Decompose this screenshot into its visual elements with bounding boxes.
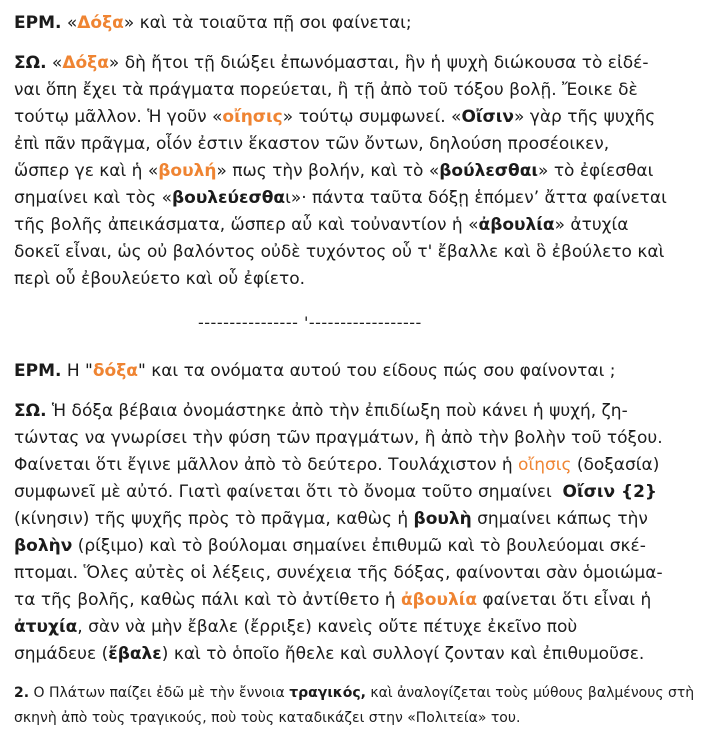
text-segment: ἀβουλία — [478, 215, 555, 235]
text-line — [14, 185, 701, 212]
text-segment: » δὴ ἤτοι τῇ διώξει ἐπωνόμασται, ἣν ἡ ψυχὴ διώκουσα τὸ εἰδέ- — [108, 53, 649, 73]
highlight-term: δόξα — [92, 361, 138, 381]
text-segment: βολὴν — [14, 536, 73, 556]
text-line — [14, 77, 701, 104]
text-segment: Φαίνεται ὅτι ἔγινε μᾶλλον ἀπὸ τὸ δεύτερο. Τουλάχιστον ἡ — [14, 455, 519, 475]
text-segment: Ο Πλάτων παίζει ἐδῶ μὲ τὴν ἔννοια — [29, 685, 290, 701]
text-segment: καὶ ἀναλογίζεται τοὺς μύθους βαλμένους στὴ — [365, 685, 695, 701]
text-line — [14, 212, 701, 239]
text-segment: σημαίνει καὶ τὸς « — [14, 188, 172, 208]
text-segment: ναι ὅπη ἔχει τὰ πράγματα πορεύεται, ἢ τῇ ἀπὸ τοῦ τόξου βολῇ. Ἔοικε δὲ — [14, 80, 638, 100]
text-segment: » τούτῳ συμφωνεί. « — [282, 107, 462, 127]
text-segment: τῆς βολῆς ἀπεικάσματα, ὥσπερ αὖ καὶ τοὐναντίον ἡ « — [14, 215, 479, 235]
text-segment: " και τα ονόματα αυτού του είδους πώς σου φαίνονται ; — [137, 361, 616, 381]
text-segment: σημαίνει κάπως τὴν — [471, 509, 648, 529]
text-segment: βουλὴ — [413, 509, 472, 529]
text-segment: ΣΩ. — [14, 401, 47, 421]
text-segment: » γὰρ τῆς ψυχῆς — [513, 107, 656, 127]
text-line — [14, 425, 701, 452]
text-segment: δοκεῖ εἶναι, ὡς οὐ βαλόντος οὐδὲ τυχόντος οὗ τ' ἔβαλλε καὶ ὃ ἐβούλετο καὶ — [14, 242, 665, 262]
text-segment: » πως τὴν βολήν, καὶ τὸ « — [216, 161, 440, 181]
text-segment: ἔβαλε — [108, 644, 162, 664]
text-segment: βούλεσθαι — [439, 161, 539, 181]
text-segment: τούτῳ μᾶλλον. Ἡ γοῦν « — [14, 107, 223, 127]
text-line — [14, 239, 701, 266]
text-line — [14, 506, 701, 533]
highlight-term: οἴησις — [518, 455, 572, 475]
text-segment: « — [46, 53, 63, 73]
highlight-term: οἴησις — [222, 107, 283, 127]
text-segment: περὶ οὗ ἐβουλεύετο καὶ οὗ ἐφίετο. — [14, 269, 306, 289]
text-line — [14, 398, 701, 425]
text-line — [14, 452, 701, 479]
text-segment: συμφωνεῖ μὲ αὐτό. Γιατὶ φαίνεται ὅτι τὸ ὄνομα τοῦτο σημαίνει — [14, 482, 563, 502]
text-line — [14, 50, 701, 77]
text-line — [14, 479, 701, 506]
text-segment: (δοξασία) — [571, 455, 660, 475]
section-divider: ---------------- '------------------ — [198, 313, 422, 332]
text-line — [14, 158, 701, 185]
text-segment: Οἴσιν {2} — [562, 482, 658, 502]
text-segment: ΣΩ. — [14, 53, 47, 73]
text-segment: Οἴσιν — [461, 107, 514, 127]
text-segment: ι»· πάντα ταῦτα δόξῃ ἑπόμεν’ ἄττα φαίνεται — [285, 188, 667, 208]
text-segment: « — [61, 13, 78, 33]
text-segment: ἀτυχία — [14, 617, 78, 637]
highlight-term: ἀβουλία — [400, 590, 478, 610]
socrates-paragraph-translation — [14, 398, 701, 668]
socrates-paragraph-original — [14, 50, 701, 293]
text-segment: ΕΡΜ. — [14, 13, 62, 33]
text-segment: ) καὶ τὸ ὁποῖο ἤθελε καὶ συλλογί ζονταν καὶ ἐπιθυμοῦσε. — [161, 644, 645, 664]
text-segment: ὥσπερ γε καὶ ἡ « — [14, 161, 159, 181]
hermogenes-line-translation — [14, 358, 701, 385]
text-segment: σκηνὴ ἀπὸ τοὺς τραγικούς, ποὺ τοὺς καταδικάζει στην «Πολιτεία» του. — [14, 710, 521, 726]
highlight-term: Δόξα — [62, 53, 109, 73]
text-line — [14, 533, 701, 560]
text-line — [14, 641, 701, 668]
text-segment: πτομαι. Ὅλες αὐτὲς οἱ λέξεις, συνέχεια τῆς δόξας, φαίνονται σὰν ὁμοιώμα- — [14, 563, 663, 583]
text-segment: τραγικός, — [289, 685, 366, 701]
text-line — [14, 614, 701, 641]
highlight-term: βουλή — [158, 161, 217, 181]
text-segment: Η " — [61, 361, 93, 381]
footnote — [14, 681, 701, 731]
text-line — [14, 266, 701, 293]
text-segment: βουλεύεσθα — [171, 188, 286, 208]
text-segment: (κίνησιν) τῆς ψυχῆς πρὸς τὸ πρᾶγμα, καθὼς ἡ — [14, 509, 414, 529]
highlight-term: Δόξα — [77, 13, 124, 33]
text-segment: Ἡ δόξα βέβαια ὀνομάστηκε ἀπὸ τὴν ἐπιδίωξη ποὺ κάνει ἡ ψυχή, ζη- — [46, 401, 628, 421]
text-line — [14, 131, 701, 158]
text-line — [14, 560, 701, 587]
text-segment: » ἀτυχία — [554, 215, 629, 235]
text-segment: τώντας να γνωρίσει τὴν φύση τῶν πραγμάτων, ἢ ἀπὸ τὴν βολὴν τοῦ τόξου. — [14, 428, 663, 448]
text-segment: » καὶ τὰ τοιαῦτα πῇ σοι φαίνεται; — [123, 13, 412, 33]
text-line — [14, 104, 701, 131]
text-line — [14, 681, 701, 706]
hermogenes-line-original — [14, 10, 701, 37]
text-segment: , σὰν νὰ μὴν ἔβαλε (ἔρριξε) κανεὶς οὔτε πέτυχε ἐκεῖνο ποὺ — [77, 617, 578, 637]
text-line — [14, 587, 701, 614]
text-segment: σημάδευε ( — [14, 644, 109, 664]
text-segment: ἐπὶ πᾶν πρᾶγμα, οἷόν ἐστιν ἕκαστον τῶν ὄντων, δηλούση προσέοικεν, — [14, 134, 610, 154]
text-segment: 2. — [14, 685, 30, 701]
text-segment: (ρίξιμο) καὶ τὸ βούλομαι σημαίνει ἐπιθυμῶ καὶ τὸ βουλεύομαι σκέ- — [72, 536, 646, 556]
text-segment: » τὸ ἐφίεσθαι — [538, 161, 654, 181]
text-segment: τα τῆς βολῆς, καθὼς πάλι καὶ τὸ ἀντίθετο ἡ — [14, 590, 401, 610]
text-segment: φαίνεται ὅτι εἶναι ἡ — [477, 590, 652, 610]
text-line — [14, 706, 701, 731]
text-segment: ΕΡΜ. — [14, 361, 62, 381]
